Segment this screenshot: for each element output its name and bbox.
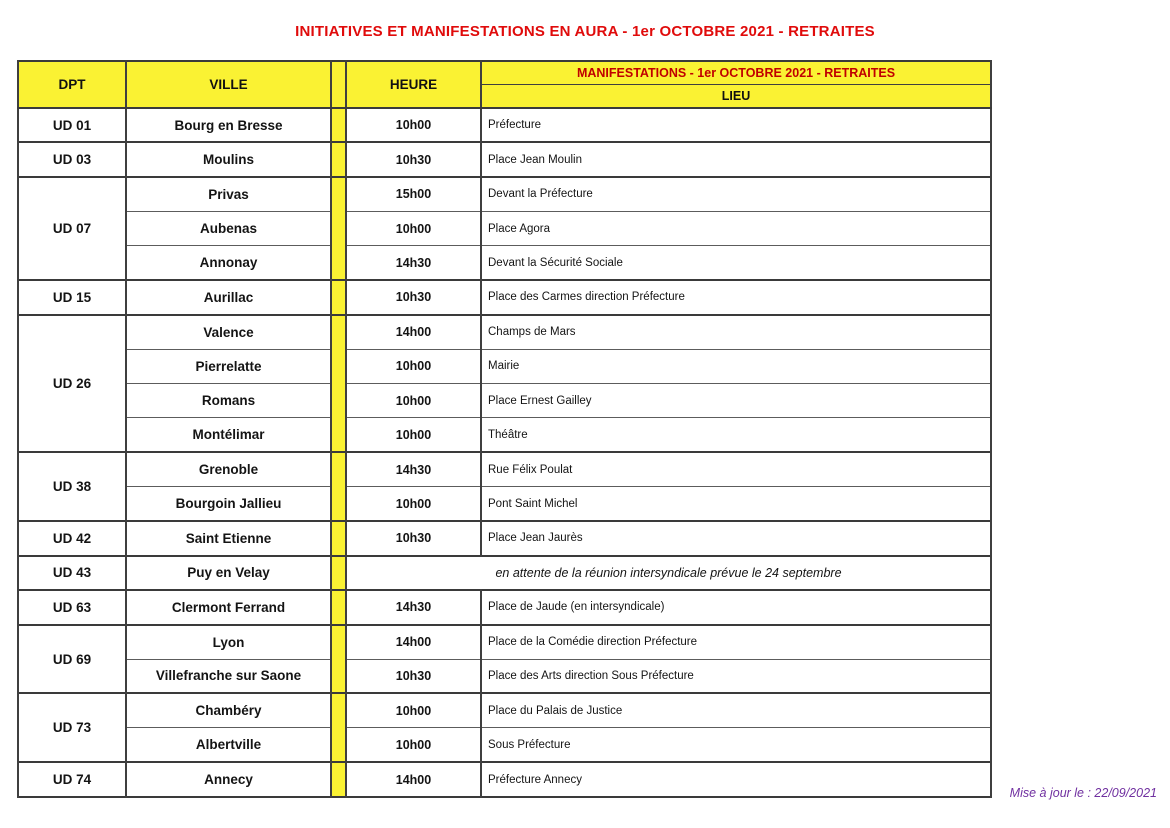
- col-header-manifestations: MANIFESTATIONS - 1er OCTOBRE 2021 - RETRAITES: [481, 61, 991, 85]
- ville-cell: Chambéry: [126, 693, 331, 727]
- update-note: Mise à jour le : 22/09/2021: [1009, 786, 1157, 800]
- heure-cell: 10h00: [346, 211, 481, 245]
- heure-cell: 10h00: [346, 108, 481, 142]
- table-row: [18, 659, 991, 693]
- yellow-spacer-cell: [331, 108, 346, 142]
- lieu-cell: Devant la Sécurité Sociale: [481, 246, 991, 280]
- lieu-cell: Place Jean Moulin: [481, 142, 991, 176]
- yellow-spacer-cell: [331, 556, 346, 590]
- ville-cell: Aurillac: [126, 280, 331, 314]
- heure-cell: 15h00: [346, 177, 481, 211]
- table-row: [18, 142, 991, 176]
- pending-note-cell: en attente de la réunion intersyndicale prévue le 24 septembre: [346, 556, 991, 590]
- table-row: [18, 728, 991, 762]
- ville-cell: Pierrelatte: [126, 349, 331, 383]
- yellow-spacer-cell: [331, 693, 346, 762]
- dpt-cell: UD 42: [18, 521, 126, 555]
- table-row: [18, 177, 991, 211]
- ville-cell: Albertville: [126, 728, 331, 762]
- table-row: [18, 211, 991, 245]
- lieu-cell: Place du Palais de Justice: [481, 693, 991, 727]
- dpt-cell: UD 63: [18, 590, 126, 624]
- yellow-spacer-cell: [331, 280, 346, 314]
- lieu-cell: Sous Préfecture: [481, 728, 991, 762]
- table-row: [18, 487, 991, 521]
- lieu-cell: Préfecture: [481, 108, 991, 142]
- lieu-cell: Place des Carmes direction Préfecture: [481, 280, 991, 314]
- col-header-dpt: DPT: [18, 61, 126, 108]
- lieu-cell: Théâtre: [481, 418, 991, 452]
- lieu-cell: Mairie: [481, 349, 991, 383]
- table-row: [18, 349, 991, 383]
- heure-cell: 10h30: [346, 280, 481, 314]
- dpt-cell: UD 38: [18, 452, 126, 521]
- yellow-spacer-cell: [331, 762, 346, 796]
- table-row: [18, 556, 991, 590]
- col-header-heure: HEURE: [346, 61, 481, 108]
- yellow-spacer-cell: [331, 452, 346, 521]
- heure-cell: 14h30: [346, 452, 481, 486]
- dpt-cell: UD 69: [18, 625, 126, 694]
- table-row: [18, 452, 991, 486]
- col-header-lieu: LIEU: [481, 85, 991, 109]
- table-header: [18, 61, 991, 108]
- dpt-cell: UD 73: [18, 693, 126, 762]
- heure-cell: 10h30: [346, 521, 481, 555]
- ville-cell: Villefranche sur Saone: [126, 659, 331, 693]
- table-row: [18, 108, 991, 142]
- heure-cell: 10h00: [346, 728, 481, 762]
- yellow-spacer-cell: [331, 590, 346, 624]
- ville-cell: Valence: [126, 315, 331, 349]
- lieu-cell: Place Agora: [481, 211, 991, 245]
- ville-cell: Saint Etienne: [126, 521, 331, 555]
- table-row: [18, 315, 991, 349]
- table-row: [18, 246, 991, 280]
- heure-cell: 10h00: [346, 487, 481, 521]
- heure-cell: 10h30: [346, 659, 481, 693]
- heure-cell: 10h00: [346, 693, 481, 727]
- table-row: [18, 418, 991, 452]
- heure-cell: 14h00: [346, 315, 481, 349]
- lieu-cell: Place Ernest Gailley: [481, 384, 991, 418]
- table-row: [18, 625, 991, 659]
- yellow-spacer-cell: [331, 315, 346, 453]
- ville-cell: Aubenas: [126, 211, 331, 245]
- heure-cell: 14h30: [346, 590, 481, 624]
- heure-cell: 14h30: [346, 246, 481, 280]
- lieu-cell: Place de la Comédie direction Préfecture: [481, 625, 991, 659]
- ville-cell: Romans: [126, 384, 331, 418]
- ville-cell: Puy en Velay: [126, 556, 331, 590]
- heure-cell: 10h00: [346, 384, 481, 418]
- table-row: [18, 693, 991, 727]
- heure-cell: 14h00: [346, 762, 481, 796]
- lieu-cell: Préfecture Annecy: [481, 762, 991, 796]
- ville-cell: Moulins: [126, 142, 331, 176]
- header-row-1: [18, 61, 991, 85]
- dpt-cell: UD 26: [18, 315, 126, 453]
- lieu-cell: Champs de Mars: [481, 315, 991, 349]
- dpt-cell: UD 74: [18, 762, 126, 796]
- manifestations-table: [17, 60, 992, 798]
- yellow-spacer-cell: [331, 521, 346, 555]
- ville-cell: Privas: [126, 177, 331, 211]
- col-header-ville: VILLE: [126, 61, 331, 108]
- heure-cell: 10h00: [346, 418, 481, 452]
- dpt-cell: UD 03: [18, 142, 126, 176]
- heure-cell: 10h00: [346, 349, 481, 383]
- page-title: INITIATIVES ET MANIFESTATIONS EN AURA - 1er OCTOBRE 2021 - RETRAITES: [295, 23, 875, 40]
- ville-cell: Clermont Ferrand: [126, 590, 331, 624]
- lieu-cell: Devant la Préfecture: [481, 177, 991, 211]
- ville-cell: Lyon: [126, 625, 331, 659]
- ville-cell: Grenoble: [126, 452, 331, 486]
- lieu-cell: Place de Jaude (en intersyndicale): [481, 590, 991, 624]
- lieu-cell: Place des Arts direction Sous Préfecture: [481, 659, 991, 693]
- heure-cell: 10h30: [346, 142, 481, 176]
- table-row: [18, 762, 991, 796]
- ville-cell: Annonay: [126, 246, 331, 280]
- table-row: [18, 280, 991, 314]
- yellow-spacer-cell: [331, 142, 346, 176]
- table-row: [18, 384, 991, 418]
- ville-cell: Bourgoin Jallieu: [126, 487, 331, 521]
- dpt-cell: UD 43: [18, 556, 126, 590]
- lieu-cell: Pont Saint Michel: [481, 487, 991, 521]
- table-row: [18, 590, 991, 624]
- ville-cell: Montélimar: [126, 418, 331, 452]
- yellow-spacer-cell: [331, 177, 346, 280]
- table-row: [18, 521, 991, 555]
- ville-cell: Annecy: [126, 762, 331, 796]
- table-body: [18, 108, 991, 797]
- dpt-cell: UD 07: [18, 177, 126, 280]
- dpt-cell: UD 15: [18, 280, 126, 314]
- yellow-spacer-cell: [331, 625, 346, 694]
- ville-cell: Bourg en Bresse: [126, 108, 331, 142]
- dpt-cell: UD 01: [18, 108, 126, 142]
- spacer-column-header: [331, 61, 346, 108]
- lieu-cell: Place Jean Jaurès: [481, 521, 991, 555]
- lieu-cell: Rue Félix Poulat: [481, 452, 991, 486]
- heure-cell: 14h00: [346, 625, 481, 659]
